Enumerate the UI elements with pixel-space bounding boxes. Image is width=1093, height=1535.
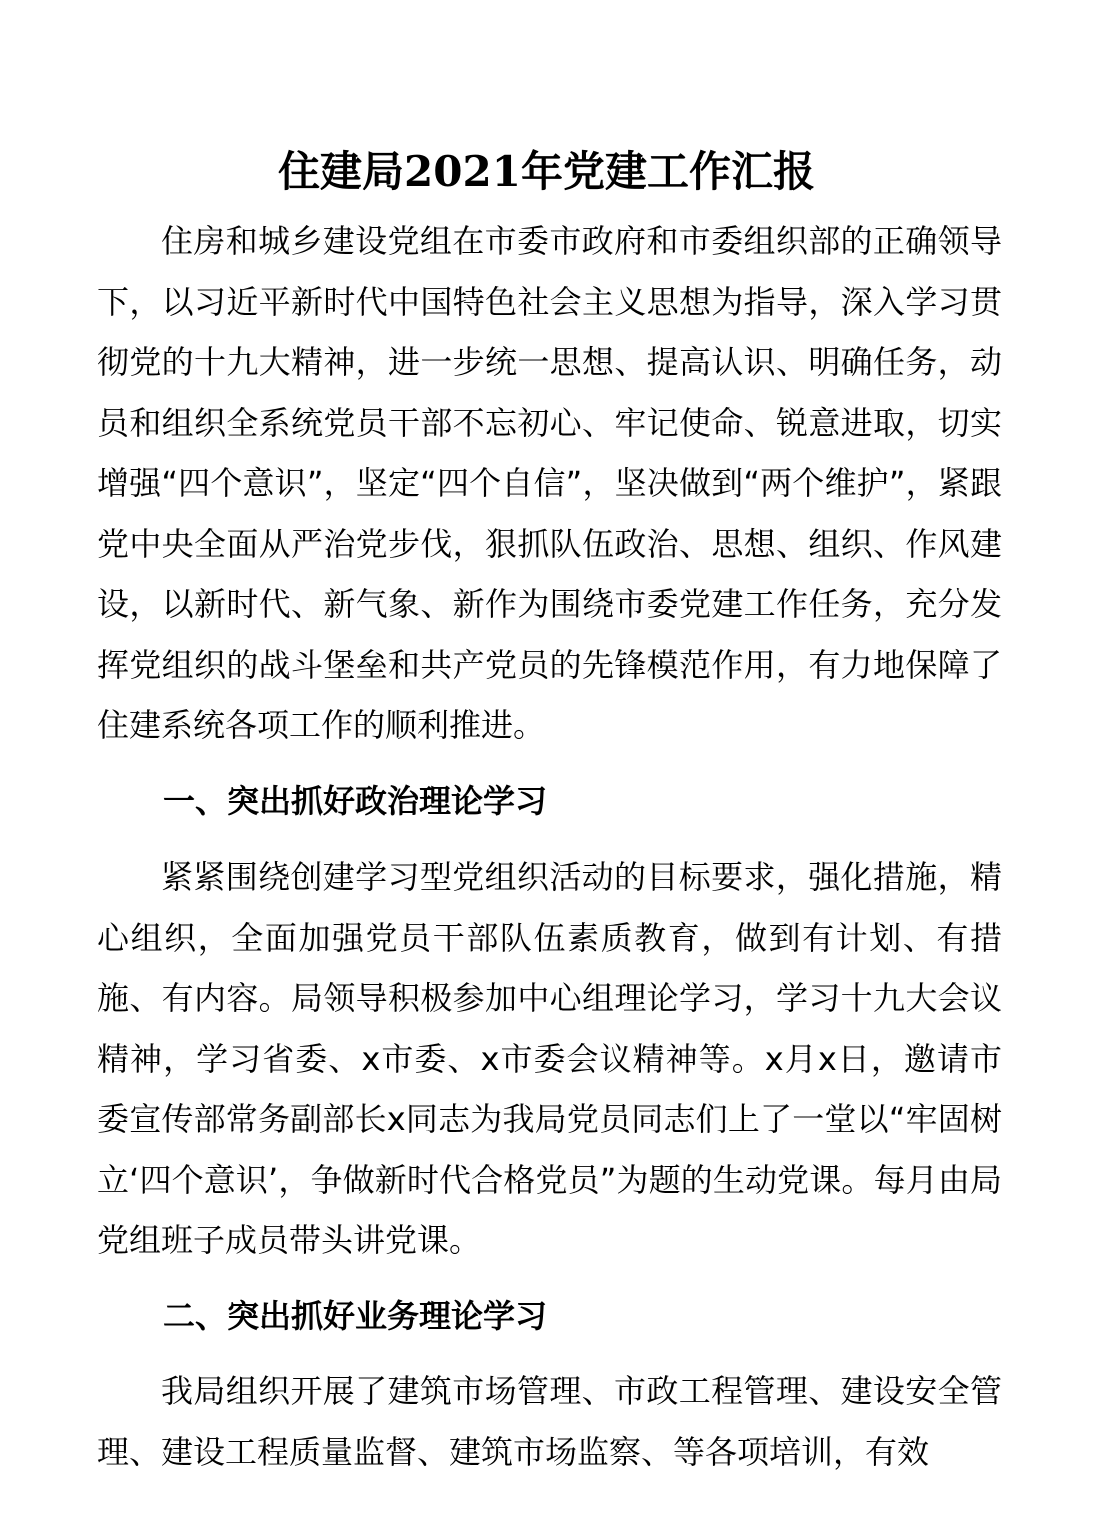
- document-title: 住建局2021年党建工作汇报: [278, 147, 815, 196]
- section-heading-2: 二、突出抓好业务理论学习: [163, 1297, 548, 1335]
- intro-paragraph: 住房和城乡建设党组在市委市政府和市委组织部的正确领导下，以习近平新时代中国特色社会主义思想为指导，深入学习贯彻党的十九大精神，进一步统一思想、提高认识、明确任务，动员和组织全系统党员干部不忘初心、牢记使命、锐意进取，切实增强“四个意识”，坚定“四个自信”，坚决做到“两个维护”，紧跟党中央全面从严治党步伐，狠抓队伍政治、思想、组织、作风建设，以新时代、新气象、新作为围绕市委党建工作任务，充分发挥党组织的战斗堡垒和共产党员的先锋模范作用，有力地保障了住建系统各项工作的顺利推进。: [97, 222, 1002, 744]
- section-paragraph-1: 紧紧围绕创建学习型党组织活动的目标要求，强化措施，精心组织，全面加强党员干部队伍素质教育，做到有计划、有措施、有内容。局领导积极参加中心组理论学习，学习十九大会议精神，学习省委、x市委、x市委会议精神等。x月x日，邀请市委宣传部常务副部长x同志为我局党员同志们上了一堂以“牢固树立‘四个意识’，争做新时代合格党员”为题的生动党课。每月由局党组班子成员带头讲党课。: [97, 858, 1002, 1259]
- section-paragraph-2: 我局组织开展了建筑市场管理、市政工程管理、建设安全管理、建设工程质量监督、建筑市场监察、等各项培训，有效: [97, 1372, 1002, 1471]
- section-heading-1: 一、突出抓好政治理论学习: [163, 782, 548, 820]
